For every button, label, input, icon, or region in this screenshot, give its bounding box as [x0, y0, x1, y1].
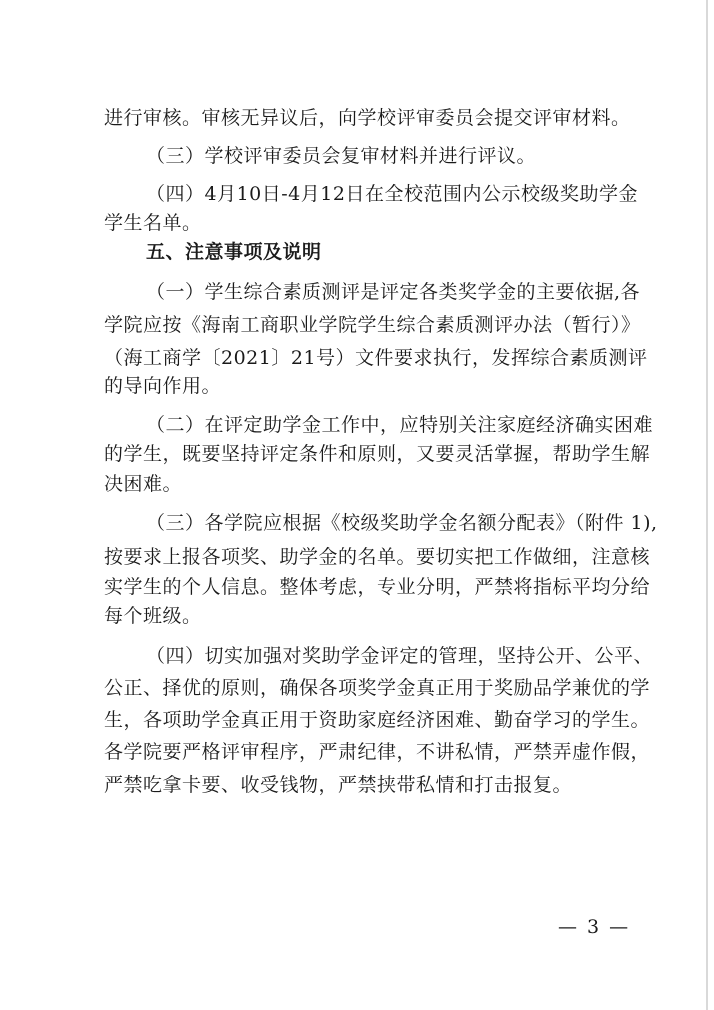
text-line: 各学院要严格评审程序，严肃纪律，不讲私情，严禁弄虚作假， [104, 741, 651, 763]
text-line: 公正、择优的原则，确保各项奖学金真正用于奖励品学兼优的学 [104, 677, 651, 699]
text-line: 实学生的个人信息。整体考虑，专业分明，严禁将指标平均分给 [104, 576, 651, 598]
text-line: （三）学校评审委员会复审材料并进行评议。 [146, 145, 537, 167]
text-line: 进行审核。审核无异议后，向学校评审委员会提交评审材料。 [104, 107, 631, 129]
text-line: 按要求上报各项奖、助学金的名单。要切实把工作做细，注意核 [104, 546, 651, 568]
text-line: （四）4月10日-4月12日在全校范围内公示校级奖助学金 [146, 183, 638, 205]
text-line: 严禁吃拿卡要、收受钱物，严禁挟带私情和打击报复。 [104, 774, 573, 796]
page-number: — 3 — [558, 916, 631, 938]
text-line: 每个班级。 [104, 605, 202, 627]
text-line: 决困难。 [104, 473, 183, 495]
text-line: 学生名单。 [104, 212, 202, 234]
text-line: （一）学生综合素质测评是评定各类奖学金的主要依据,各 [146, 281, 641, 303]
section-heading: 五、注意事项及说明 [146, 241, 322, 263]
text-line: （四）切实加强对奖助学金评定的管理，坚持公开、公平、 [146, 645, 654, 667]
text-line: （海工商学〔2021〕21号）文件要求执行，发挥综合素质测评 [104, 347, 648, 369]
text-line: 学院应按《海南工商职业学院学生综合素质测评办法（暂行）》 [104, 314, 641, 336]
text-line: 的学生，既要坚持评定条件和原则，又要灵活掌握，帮助学生解 [104, 443, 651, 465]
text-line: 生，各项助学金真正用于资助家庭经济困难、勤奋学习的学生。 [104, 709, 651, 731]
text-line: 的导向作用。 [104, 375, 222, 397]
text-line: （三）各学院应根据《校级奖助学金名额分配表》（附件 1), [146, 512, 658, 534]
scan-edge-line [706, 0, 708, 1010]
text-line: （二）在评定助学金工作中，应特别关注家庭经济确实困难 [146, 414, 654, 436]
